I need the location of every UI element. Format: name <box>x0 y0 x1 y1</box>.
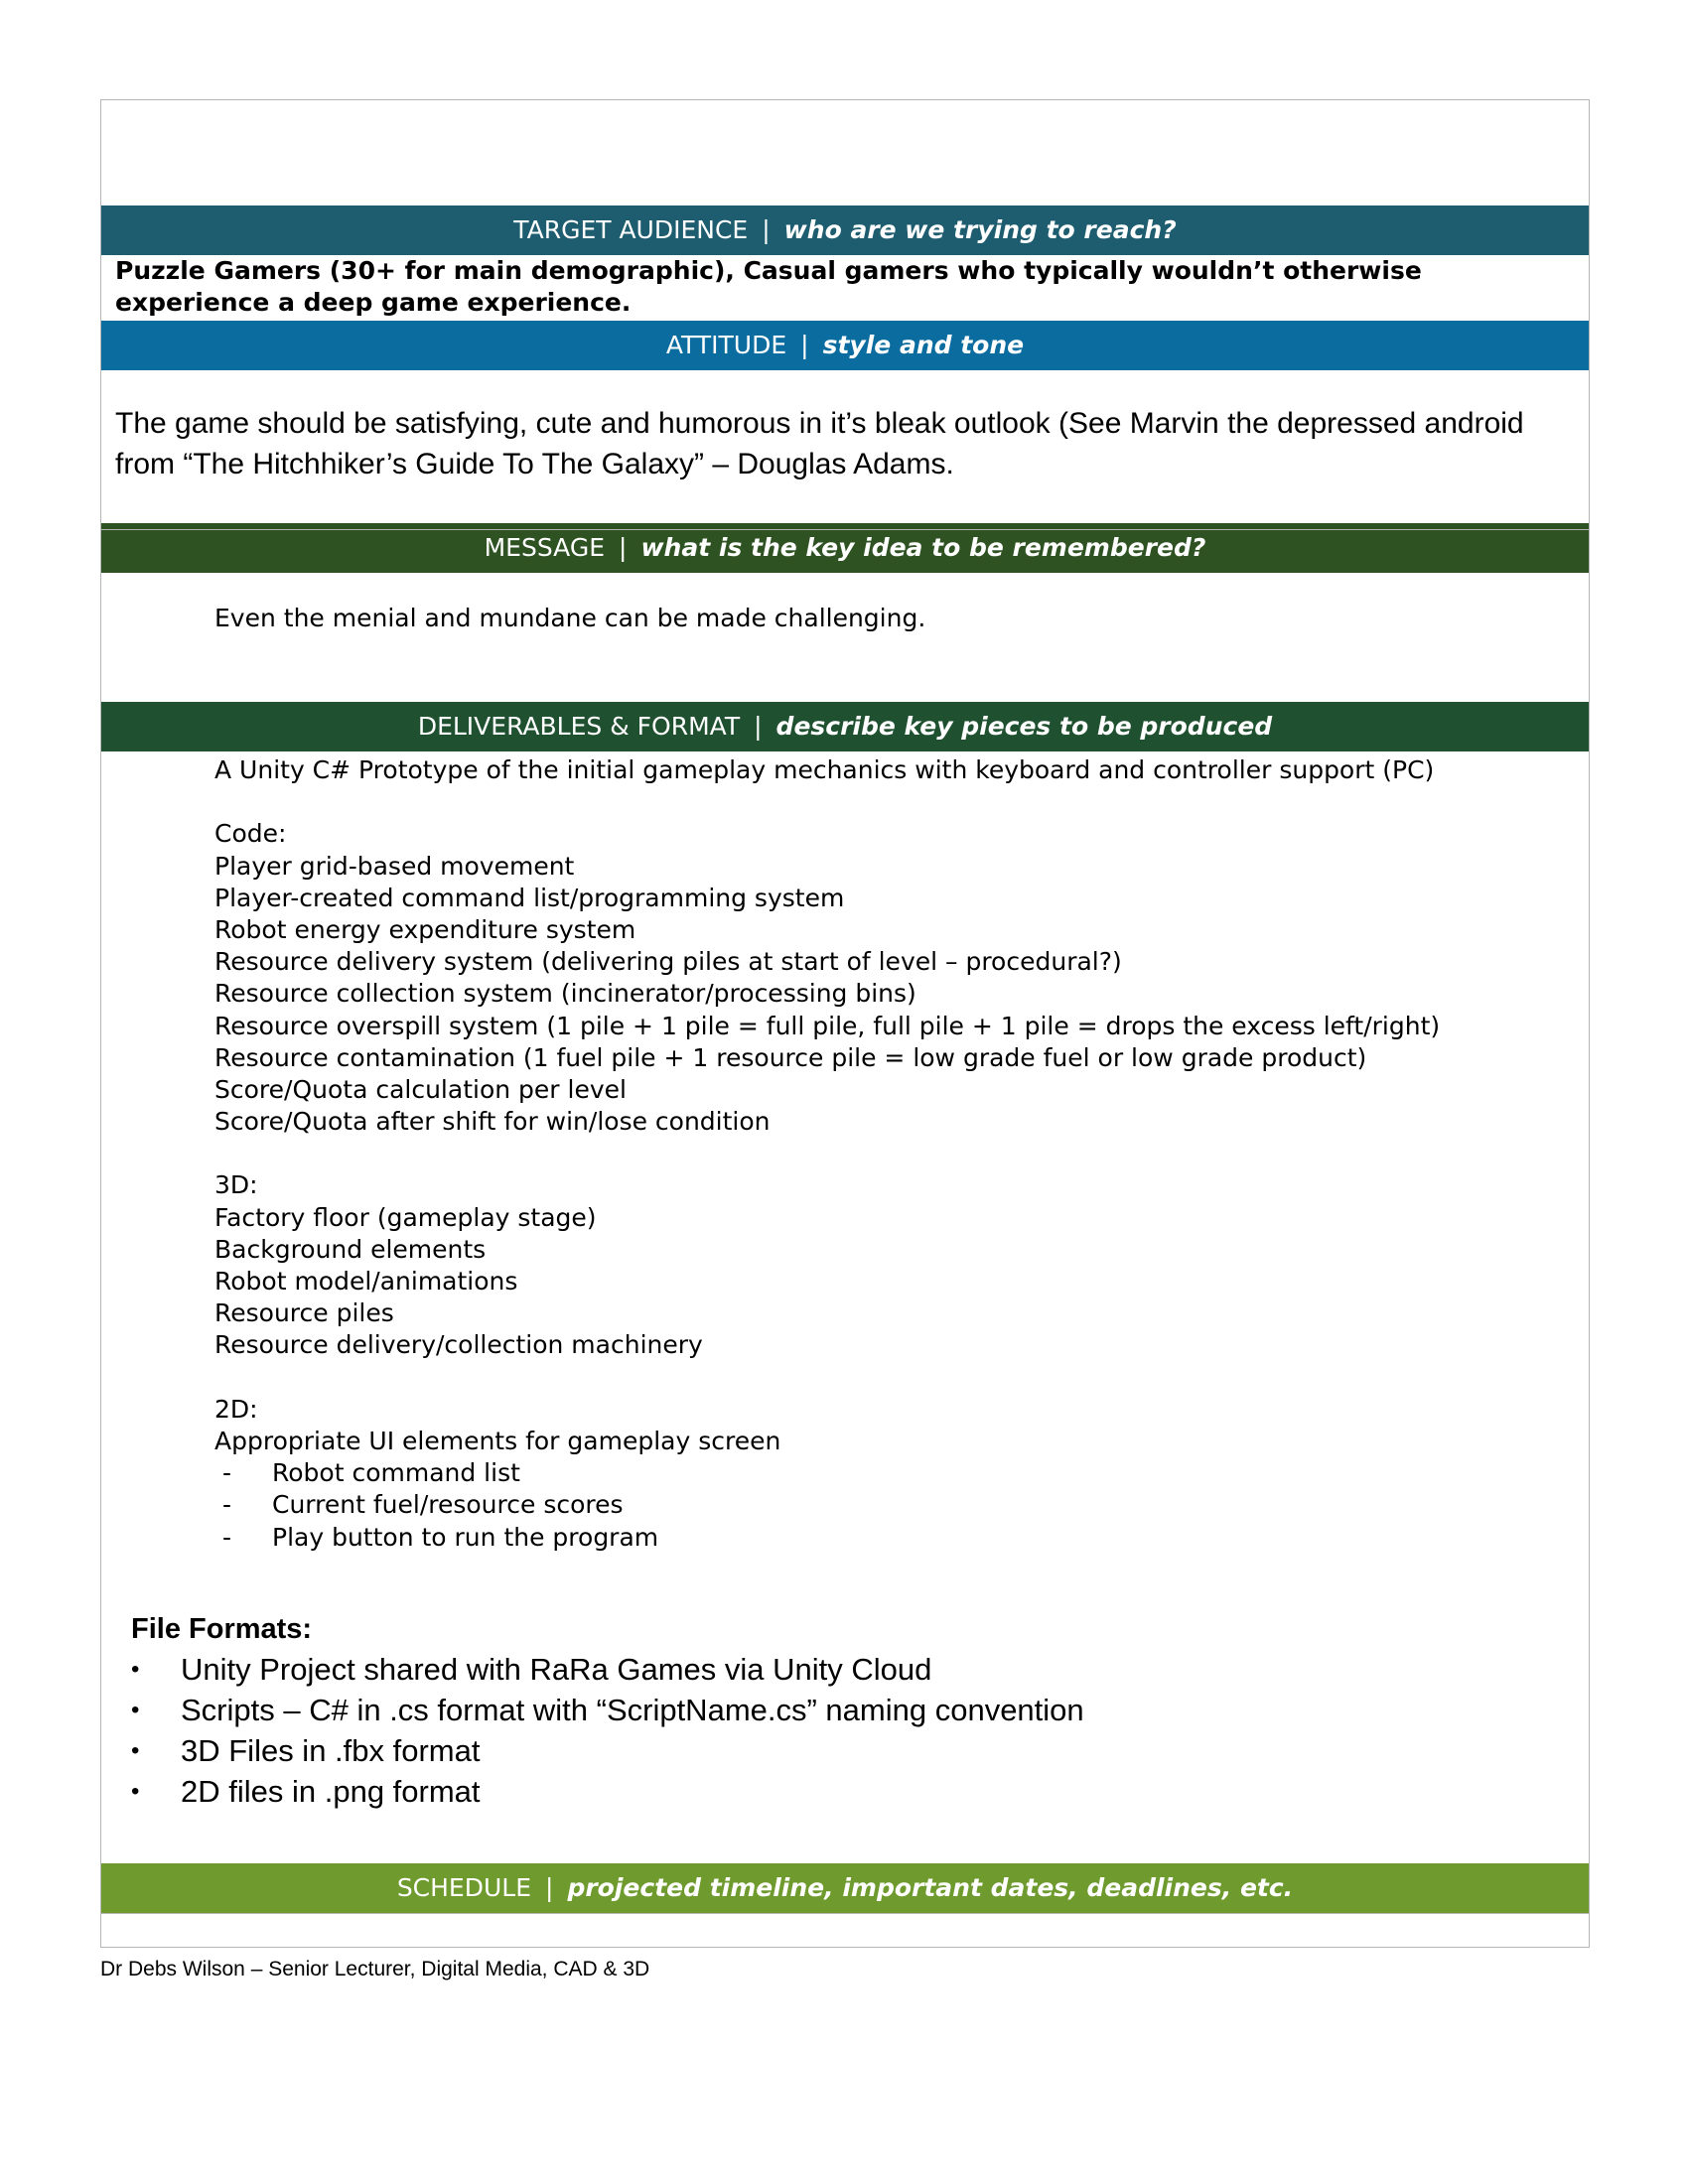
file-format-text: Unity Project shared with RaRa Games via Unity Cloud <box>181 1652 932 1687</box>
twod-item-text: Play button to run the program <box>272 1522 659 1552</box>
file-format-text: 3D Files in .fbx format <box>181 1733 481 1768</box>
brief-table <box>100 99 1590 1948</box>
target-audience-text: Puzzle Gamers (30+ for main demographic), Casual gamers who typically wouldn’t otherwise experience a deep game experience. <box>115 256 1422 317</box>
deliverables-body <box>214 754 1440 1554</box>
file-format-item <box>131 1649 1084 1690</box>
twod-item-text: Robot command list <box>272 1458 520 1488</box>
file-format-item <box>131 1771 1084 1812</box>
target-audience-header <box>101 205 1589 255</box>
threed-item: Robot model/animations <box>214 1267 518 1296</box>
message-text: Even the menial and mundane can be made challenging. <box>214 604 926 632</box>
threed-item: Resource piles <box>214 1298 394 1328</box>
header-separator: | <box>545 1873 554 1902</box>
twod-item <box>214 1522 1440 1554</box>
code-item: Robot energy expenditure system <box>214 914 636 944</box>
dash-marker: - <box>222 1522 232 1552</box>
target-audience-label: TARGET AUDIENCE <box>513 215 749 244</box>
threed-heading: 3D: <box>214 1170 258 1200</box>
header-separator: | <box>762 215 771 244</box>
code-item: Player-created command list/programming system <box>214 883 845 912</box>
deliverables-subtitle: describe key pieces to be produced <box>775 712 1273 741</box>
twod-item <box>214 1457 1440 1489</box>
attitude-subtitle: style and tone <box>822 331 1025 359</box>
schedule-subtitle: projected timeline, important dates, deadlines, etc. <box>567 1873 1294 1902</box>
header-separator: | <box>754 712 763 741</box>
page-footer: Dr Debs Wilson – Senior Lecturer, Digital Media, CAD & 3D <box>100 1958 650 1980</box>
header-separator: | <box>800 331 809 359</box>
code-item: Resource collection system (incinerator/processing bins) <box>214 979 916 1009</box>
code-item: Resource contamination (1 fuel pile + 1 resource pile = low grade fuel or low grade product) <box>214 1042 1367 1072</box>
attitude-text: The game should be satisfying, cute and humorous in it’s bleak outlook (See Marvin the depressed android from “The Hitchhiker’s Guide To The Galaxy” – Douglas Adams. <box>115 407 1524 480</box>
deliverables-intro: A Unity C# Prototype of the initial gameplay mechanics with keyboard and controller support (PC) <box>214 755 1435 784</box>
deliverables-header <box>101 702 1589 751</box>
header-separator: | <box>619 533 628 562</box>
bullet-icon: • <box>131 1778 140 1805</box>
bullet-icon: • <box>131 1697 140 1723</box>
message-header <box>101 523 1589 573</box>
attitude-header <box>101 321 1589 370</box>
message-label: MESSAGE <box>484 533 606 562</box>
file-formats <box>131 1609 1084 1812</box>
row-divider <box>101 1913 1589 1914</box>
dash-marker: - <box>222 1458 232 1488</box>
code-item: Player grid-based movement <box>214 851 575 881</box>
bullet-icon: • <box>131 1737 140 1764</box>
schedule-label: SCHEDULE <box>396 1873 532 1902</box>
attitude-label: ATTITUDE <box>665 331 787 359</box>
schedule-header <box>101 1863 1589 1913</box>
code-heading: Code: <box>214 819 287 849</box>
twod-item <box>214 1489 1440 1521</box>
code-item: Resource overspill system (1 pile + 1 pile = full pile, full pile + 1 pile = drops the excess left/right) <box>214 1011 1441 1040</box>
deliverables-label: DELIVERABLES & FORMAT <box>417 712 741 741</box>
file-format-text: 2D files in .png format <box>181 1774 481 1809</box>
twod-intro: Appropriate UI elements for gameplay screen <box>214 1426 781 1455</box>
dash-marker: - <box>222 1490 232 1520</box>
code-item: Score/Quota calculation per level <box>214 1074 627 1104</box>
file-format-item <box>131 1690 1084 1730</box>
file-formats-title: File Formats: <box>131 1613 313 1645</box>
threed-item: Resource delivery/collection machinery <box>214 1330 703 1360</box>
target-audience-subtitle: who are we trying to reach? <box>783 215 1177 244</box>
row-divider <box>101 529 1589 530</box>
message-subtitle: what is the key idea to be remembered? <box>640 533 1206 562</box>
twod-heading: 2D: <box>214 1394 258 1424</box>
file-format-item <box>131 1730 1084 1771</box>
bullet-icon: • <box>131 1656 140 1683</box>
file-format-text: Scripts – C# in .cs format with “ScriptName.cs” naming convention <box>181 1693 1084 1727</box>
code-item: Resource delivery system (delivering piles at start of level – procedural?) <box>214 947 1122 977</box>
code-item: Score/Quota after shift for win/lose condition <box>214 1107 771 1137</box>
twod-item-text: Current fuel/resource scores <box>272 1490 624 1520</box>
threed-item: Factory floor (gameplay stage) <box>214 1202 597 1232</box>
threed-item: Background elements <box>214 1234 487 1264</box>
